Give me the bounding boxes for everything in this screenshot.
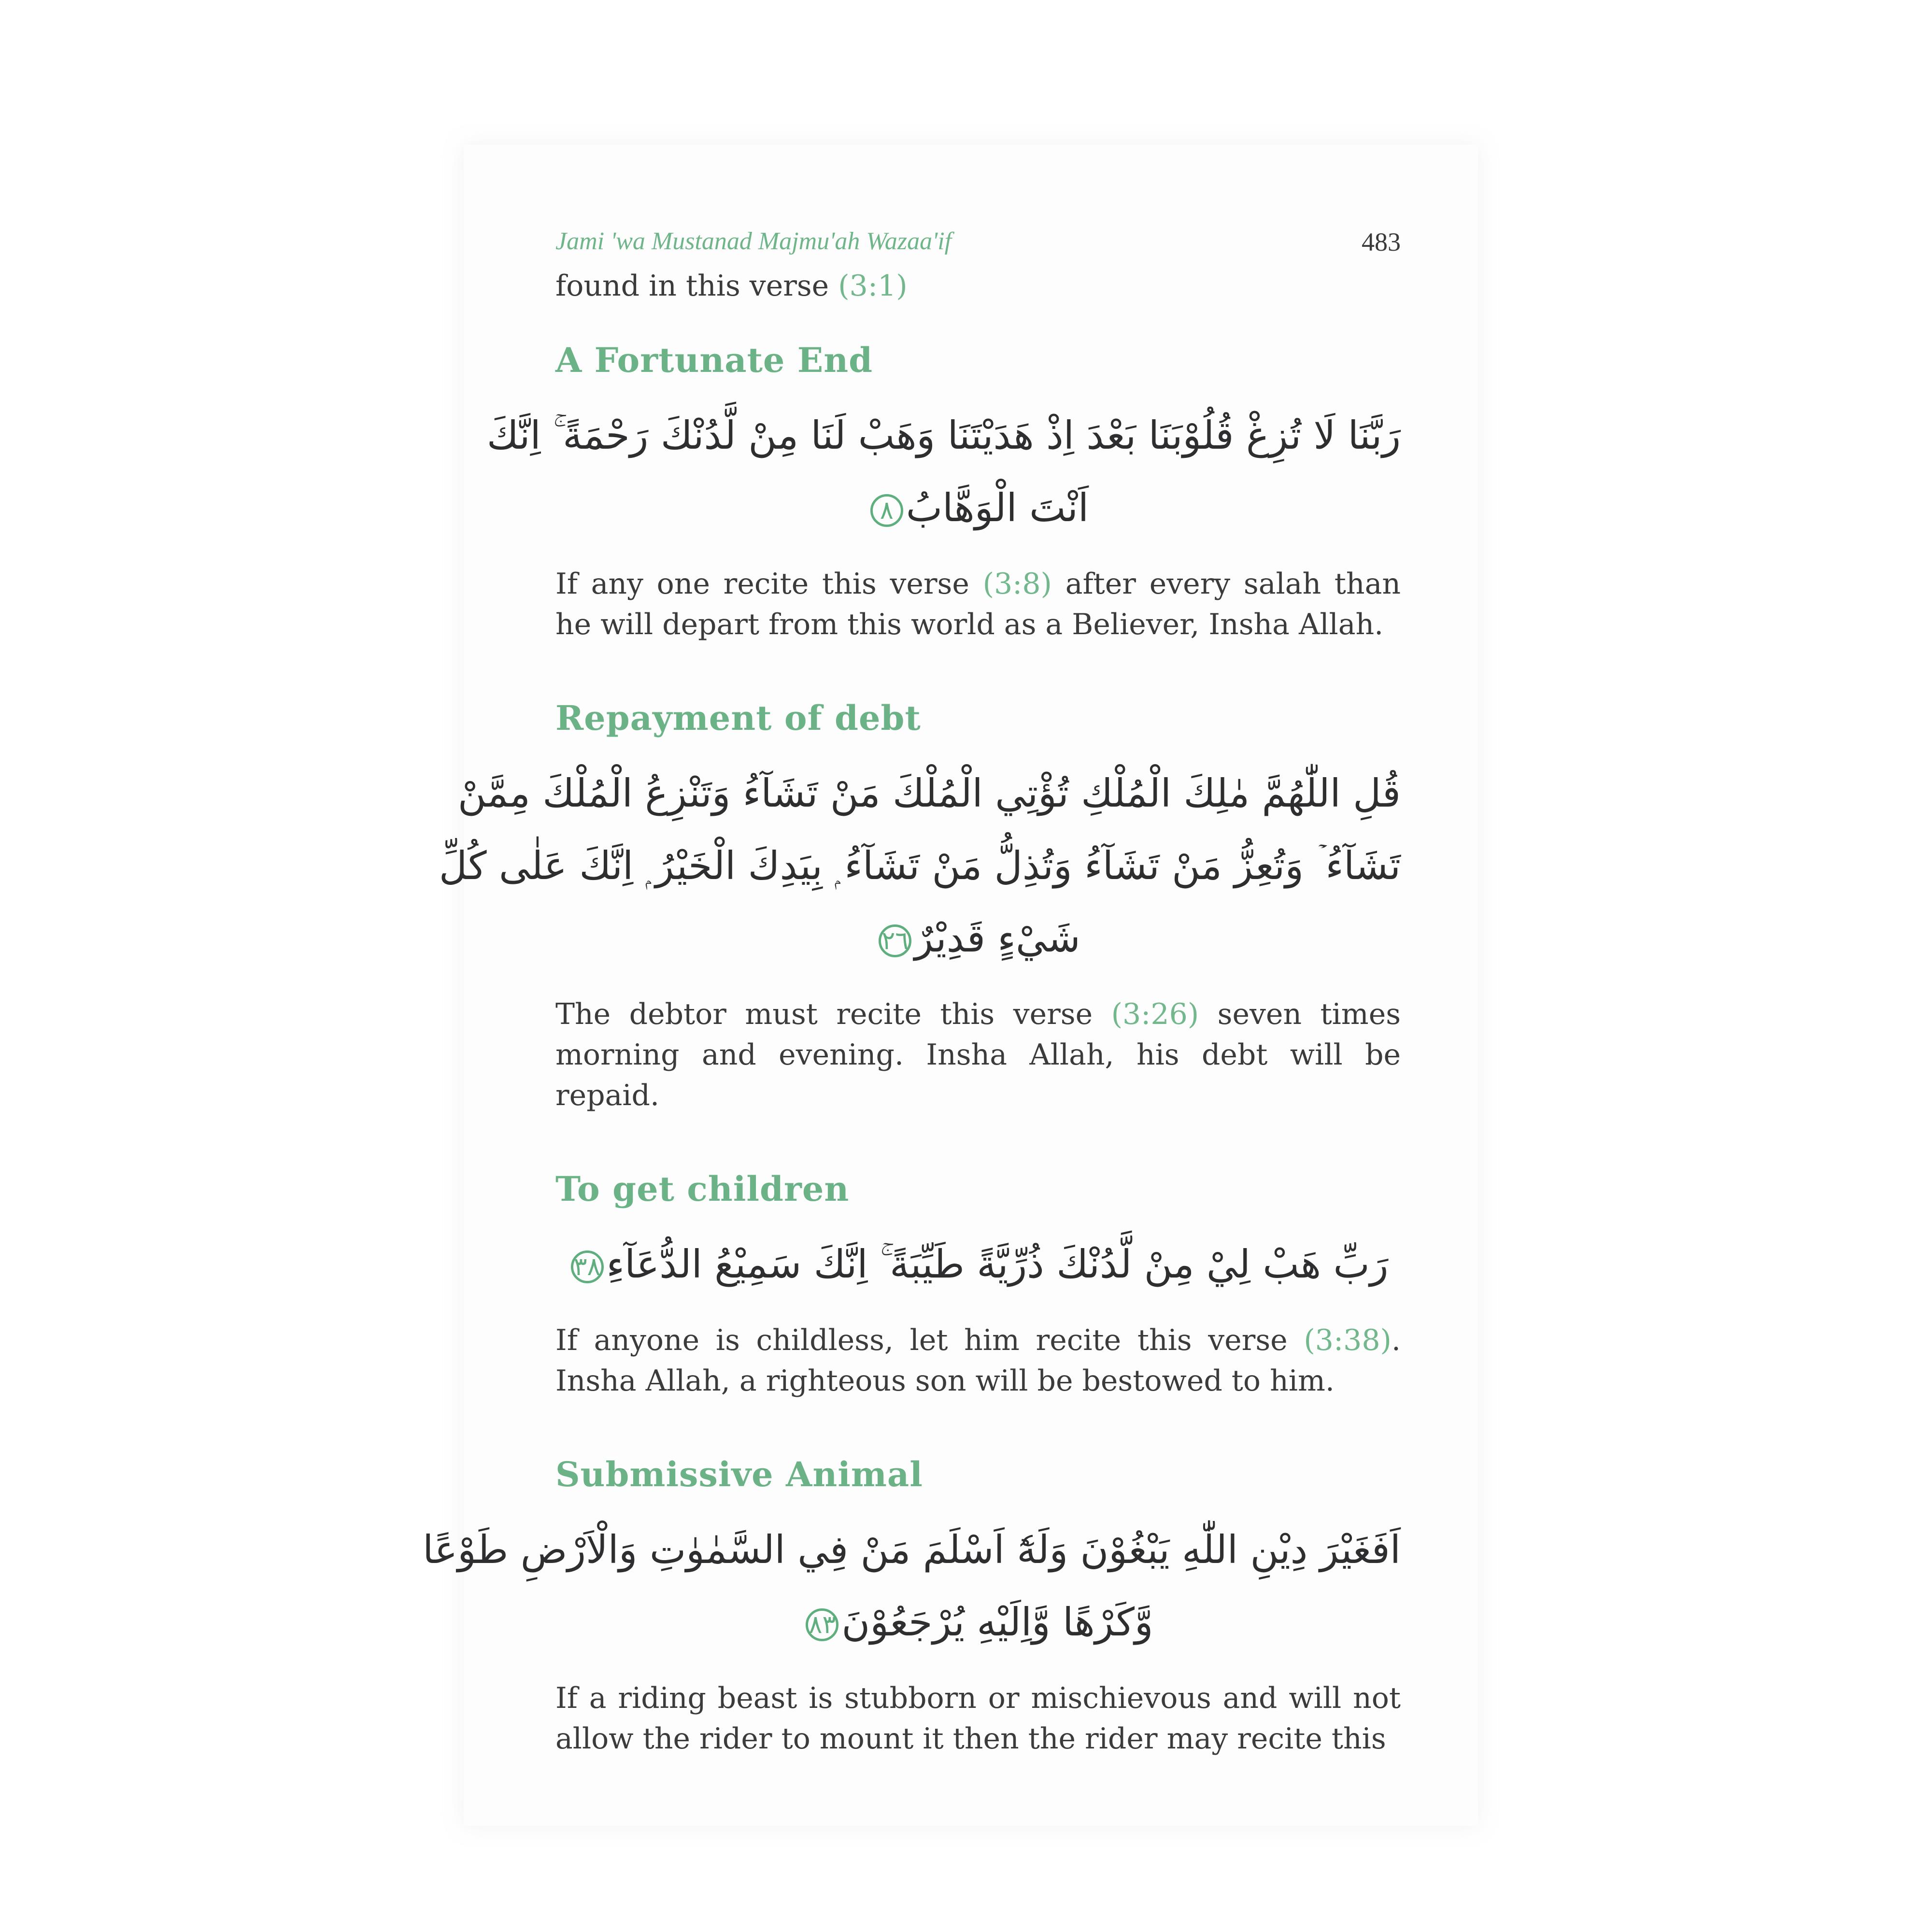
arabic-verse-line: تَشَآءُ ۡ وَتُعِزُّ مَنْ تَشَآءُ وَتُذِلُّ مَنْ تَشَآءُ ۭ بِيَدِكَ الْخَيْرُ ۭ اِنَّكَ عَلٰى كُلِّ (439, 843, 1401, 888)
section-description (555, 1678, 1401, 1759)
section-fortunate-end (486, 340, 1401, 645)
verse-reference: (3:38) (1304, 1323, 1392, 1357)
section-repayment-of-debt (439, 698, 1401, 1116)
description-text: . Insha Allah, a righteous son will be bestowed to him. (555, 1323, 1401, 1398)
section-heading: Repayment of debt (555, 698, 921, 738)
description-text: If anyone is childless, let him recite this verse (555, 1323, 1304, 1357)
section-description (555, 564, 1401, 645)
intro-text-body: found in this verse (555, 269, 838, 303)
arabic-verse-line-final (555, 472, 1401, 544)
arabic-verse-line-text: شَيْءٍ قَدِيْرٌ (914, 916, 1080, 961)
arabic-verse-line-text: وَّكَرْهًا وَّاِلَيْهِ يُرْجَعُوْنَ (841, 1600, 1153, 1645)
section-heading: Submissive Animal (555, 1454, 923, 1494)
arabic-verse (486, 399, 1401, 544)
arabic-verse (439, 757, 1401, 975)
section-heading: To get children (555, 1169, 850, 1209)
verse-reference: (3:8) (982, 567, 1052, 601)
page-content (423, 227, 1401, 1759)
page-number: 483 (1362, 227, 1401, 256)
ayah-number-marker: ٣٨ (571, 1250, 604, 1283)
arabic-verse-line-final (555, 1586, 1401, 1659)
running-header (555, 227, 1401, 266)
section-heading: A Fortunate End (555, 340, 873, 380)
description-text: The debtor must recite this verse (555, 997, 1111, 1031)
description-text: after every salah than he will depart from this world as a Believer, Insha Allah. (555, 567, 1401, 641)
section-submissive-animal (423, 1454, 1401, 1759)
section-description (555, 1320, 1401, 1401)
description-text: If a riding beast is stubborn or mischievous and will not allow the rider to mount it then the rider may recite this (555, 1681, 1401, 1756)
running-title: Jami 'wa Mustanad Majmu'ah Wazaa'if (555, 227, 952, 255)
arabic-verse-line-text: اَنْتَ الْوَهَّابُ (906, 485, 1089, 530)
intro-text (555, 266, 1401, 306)
ayah-number-marker: ٨ (870, 494, 903, 527)
arabic-verse (555, 1228, 1401, 1301)
arabic-verse-line: قُلِ اللّٰهُمَّ مٰلِكَ الْمُلْكِ تُؤْتِي الْمُلْكَ مَنْ تَشَآءُ وَتَنْزِعُ الْمُلْكَ مِمَّنْ (457, 771, 1401, 816)
arabic-verse-line: اَفَغَيْرَ دِيْنِ اللّٰهِ يَبْغُوْنَ وَلَهٗٓ اَسْلَمَ مَنْ فِي السَّمٰوٰتِ وَالْاَرْضِ طَوْعًا (423, 1527, 1401, 1572)
arabic-verse-line-final (555, 902, 1401, 975)
description-text: seven times morning and evening. Insha Allah, his debt will be repaid. (555, 997, 1401, 1112)
section-description (555, 994, 1401, 1116)
ayah-number-marker: ٨٣ (806, 1608, 838, 1641)
section-to-get-children (555, 1169, 1401, 1401)
arabic-verse-line-text: رَبِّ هَبْ لِيْ مِنْ لَّدُنْكَ ذُرِّيَّةً طَيِّبَةً ۚ اِنَّكَ سَمِيْعُ الدُّعَآءِ (606, 1242, 1389, 1287)
description-text: If any one recite this verse (555, 567, 983, 601)
verse-reference: (3:1) (838, 269, 908, 303)
verse-reference: (3:26) (1111, 997, 1199, 1031)
ayah-number-marker: ٢٦ (879, 924, 911, 957)
arabic-verse-line-final (555, 1228, 1401, 1301)
arabic-verse (423, 1514, 1401, 1659)
arabic-verse-line: رَبَّنَا لَا تُزِغْ قُلُوْبَنَا بَعْدَ اِذْ هَدَيْتَنَا وَهَبْ لَنَا مِنْ لَّدُنْكَ رَحْمَةً ۚ اِنَّكَ (486, 413, 1401, 458)
